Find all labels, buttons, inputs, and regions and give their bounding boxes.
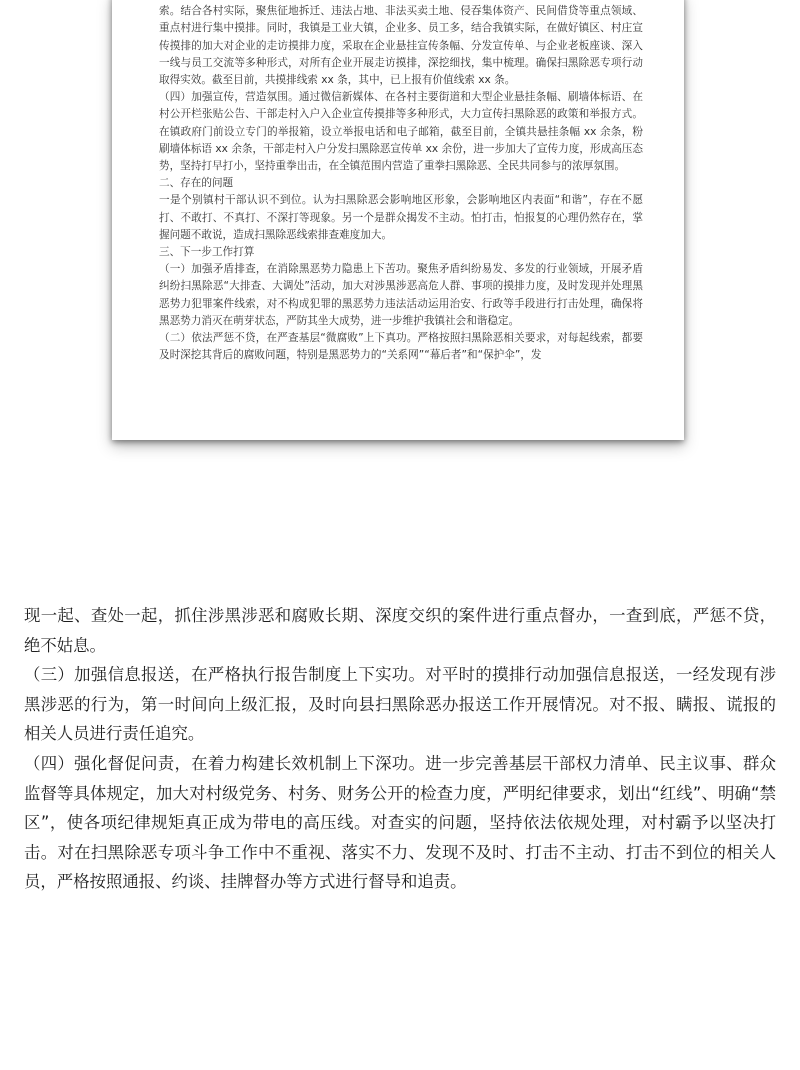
preview-paragraph: （二）依法严惩不贷，在严查基层“微腐败”上下真功。严格按照扫黑除恶相关要求，对每起线索，都要及时深挖其背后的腐败问题，特别是黑恶势力的“关系网”“幕后者”和“保护伞”，发: [159, 332, 643, 362]
document-page-preview: [112, 0, 684, 440]
preview-text-block: [159, 0, 643, 364]
preview-heading: 三、下一步工作打算: [159, 246, 255, 259]
preview-paragraph: （一）加强矛盾排查，在消除黑恶势力隐患上下苦功。聚焦矛盾纠纷易发、多发的行业领域，开展矛盾纠纷扫黑除恶“大排查、大调处”活动，加大对涉黑涉恶高危人群、事项的摸排力度，及时发现并处理黑恶势力犯罪案件线索，对不构成犯罪的黑恶势力违法活动运用治安、行政等手段进行打击处理，确保将黑恶势力消灭在萌芽状态，严防其坐大成势，进一步维护我镇社会和谐稳定。: [159, 263, 643, 327]
preview-paragraph: 一是个别镇村干部认识不到位。认为扫黑除恶会影响地区形象，会影响地区内表面“和谐”，存在不愿打、不敢打、不真打、不深打等现象。另一个是群众揭发不主动。怕打击，怕报复的心理仍然存在，掌握问题不敢说，造成扫黑除恶线索排查难度加大。: [159, 194, 643, 241]
document-body-text: [24, 601, 776, 897]
preview-heading: 二、存在的问题: [159, 177, 234, 190]
body-paragraph: 现一起、查处一起，抓住涉黑涉恶和腐败长期、深度交织的案件进行重点督办，一查到底，严惩不贷，绝不姑息。: [24, 606, 776, 655]
preview-paragraph: 索。结合各村实际，聚焦征地拆迁、违法占地、非法买卖土地、侵吞集体资产、民间借贷等重点领域、重点村进行集中摸排。同时，我镇是工业大镇，企业多、员工多，结合我镇实际，在做好镇区、村庄宣传摸排的加大对企业的走访摸排力度，采取在企业悬挂宣传条幅、分发宣传单、与企业老板座谈、深入一线与员工交流等多种形式，对所有企业开展走访摸排，深挖细找，集中梳理。确保扫黑除恶专项行动取得实效。截至目前，共摸排线索 xx 条，其中，已上报有价值线索 xx 条。: [159, 5, 643, 87]
body-paragraph: （四）强化督促问责，在着力构建长效机制上下深功。进一步完善基层干部权力清单、民主议事、群众监督等具体规定，加大对村级党务、村务、财务公开的检查力度，严明纪律要求，划出“红线”、明确“禁区”，使各项纪律规矩真正成为带电的高压线。对查实的问题，坚持依法依规处理，对村霸予以坚决打击。对在扫黑除恶专项斗争工作中不重视、落实不力、发现不及时、打击不主动、打击不到位的相关人员，严格按照通报、约谈、挂牌督办等方式进行督导和追责。: [24, 753, 776, 892]
preview-paragraph: （四）加强宣传，营造氛围。通过微信新媒体、在各村主要街道和大型企业悬挂条幅、刷墙体标语、在村公开栏张贴公告、干部走村入户入企业宣传摸排等多种形式，大力宣传扫黑除恶的政策和举报方式。在镇政府门前设立专门的举报箱，设立举报电话和电子邮箱，截至目前，全镇共悬挂条幅 xx 余条，粉刷墙体标语 xx 余条，干部走村入户分发扫黑除恶宣传单 xx 余份，进一步加大了宣传力度，形成高压态势，坚持打早打小，坚持重拳出击，在全镇范围内营造了重拳扫黑除恶、全民共同参与的浓厚氛围。: [159, 91, 643, 173]
body-paragraph: （三）加强信息报送，在严格执行报告制度上下实功。对平时的摸排行动加强信息报送，一经发现有涉黑涉恶的行为，第一时间向上级汇报，及时向县扫黑除恶办报送工作开展情况。对不报、瞒报、谎报的相关人员进行责任追究。: [24, 665, 776, 744]
